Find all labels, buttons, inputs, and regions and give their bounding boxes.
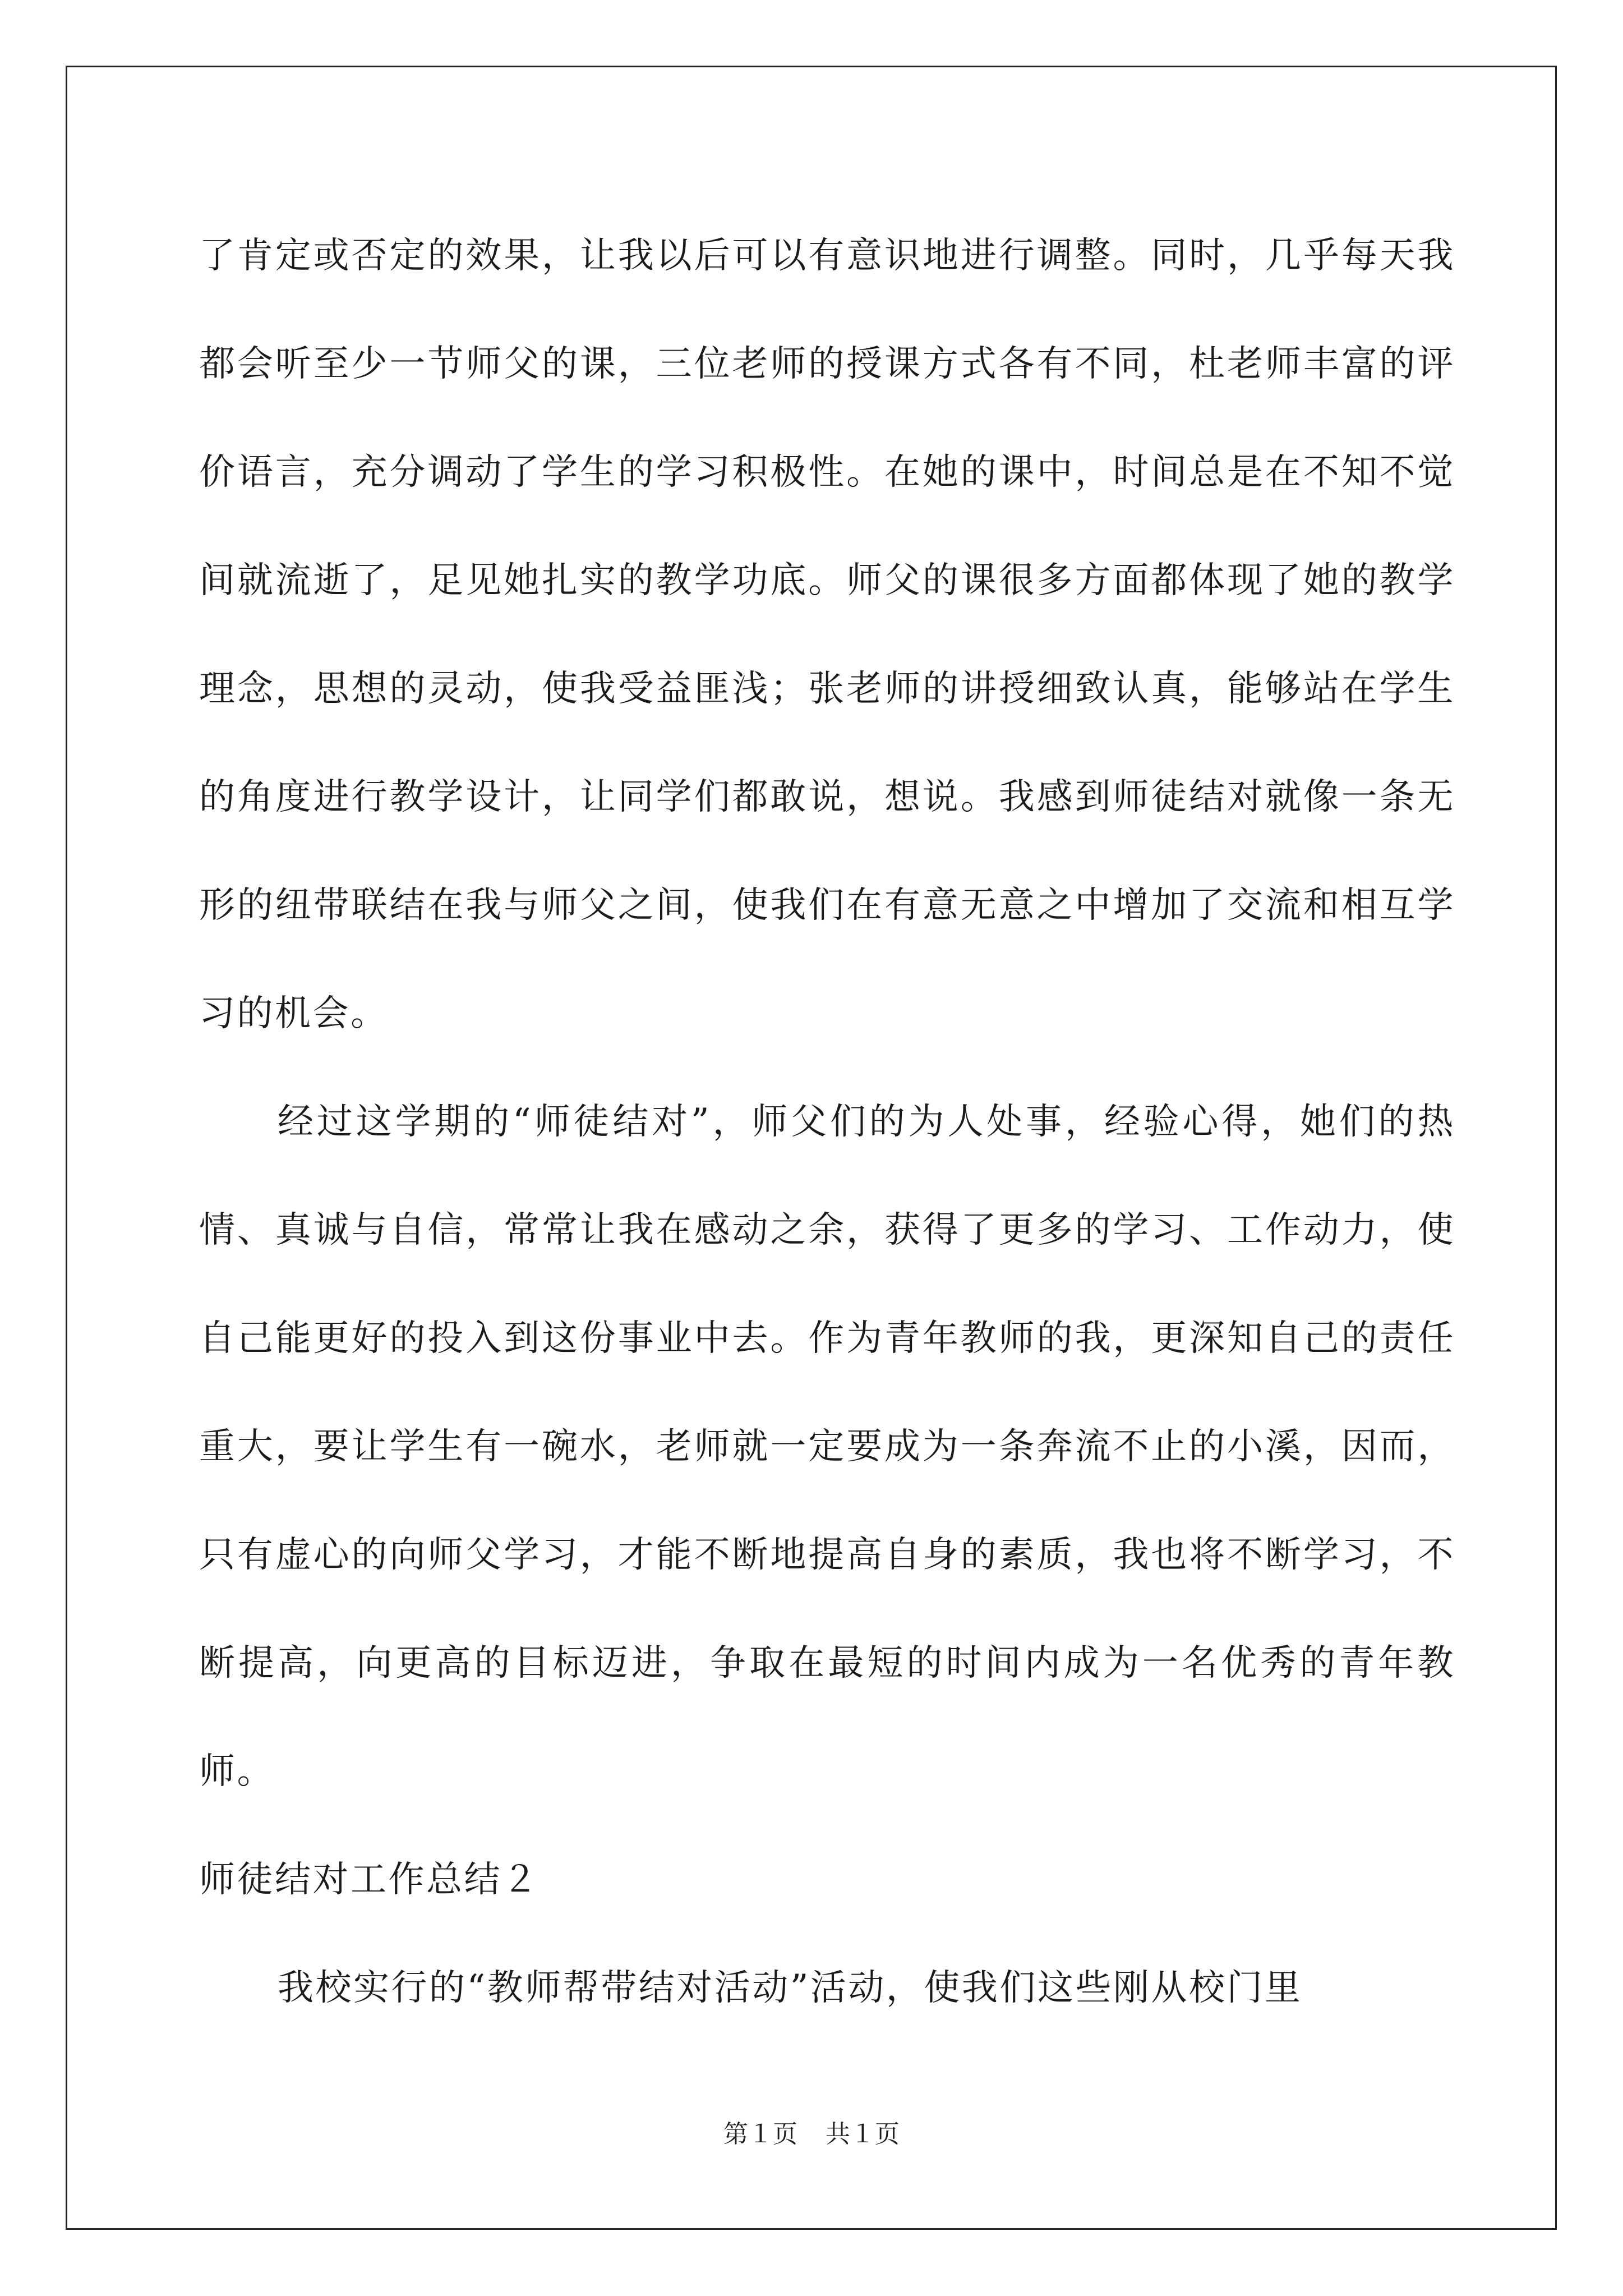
page-footer (0, 2118, 1623, 2151)
section-heading: 师徒结对工作总结２ (199, 1859, 540, 1901)
paragraph-1: 了肯定或否定的效果，让我以后可以有意识地进行调整。同时，几乎每天我都会听至少一节师父的课，三位老师的授课方式各有不同，杜老师丰富的评价语言，充分调动了学生的学习积极性。在她的课中，时间总是在不知不觉间就流逝了，足见她扎实的教学功底。师父的课很多方面都体现了她的教学理念，思想的灵动，使我受益匪浅；张老师的讲授细致认真，能够站在学生的角度进行教学设计，让同学们都敢说，想说。我感到师徒结对就像一条无形的纽带联结在我与师父之间，使我们在有意无意之中增加了交流和相互学习的机会。 (199, 235, 1455, 1034)
document-body (199, 202, 1455, 2042)
paragraph-3: 我校实行的“教师帮带结对活动”活动，使我们这些刚从校门里 (278, 1967, 1303, 2009)
page-total: 共１页 (826, 2120, 900, 2148)
page-number: 第１页 (723, 2120, 797, 2148)
paragraph-2: 经过这学期的“师徒结对”，师父们的为人处事，经验心得，她们的热情、真诚与自信，常常让我在感动之余，获得了更多的学习、工作动力，使自己能更好的投入到这份事业中去。作为青年教师的我，更深知自己的责任重大，要让学生有一碗水，老师就一定要成为一条奔流不止的小溪，因而，只有虚心的向师父学习，才能不断地提高自身的素质，我也将不断学习，不断提高，向更高的目标迈进，争取在最短的时间内成为一名优秀的青年教师。 (199, 1101, 1455, 1792)
